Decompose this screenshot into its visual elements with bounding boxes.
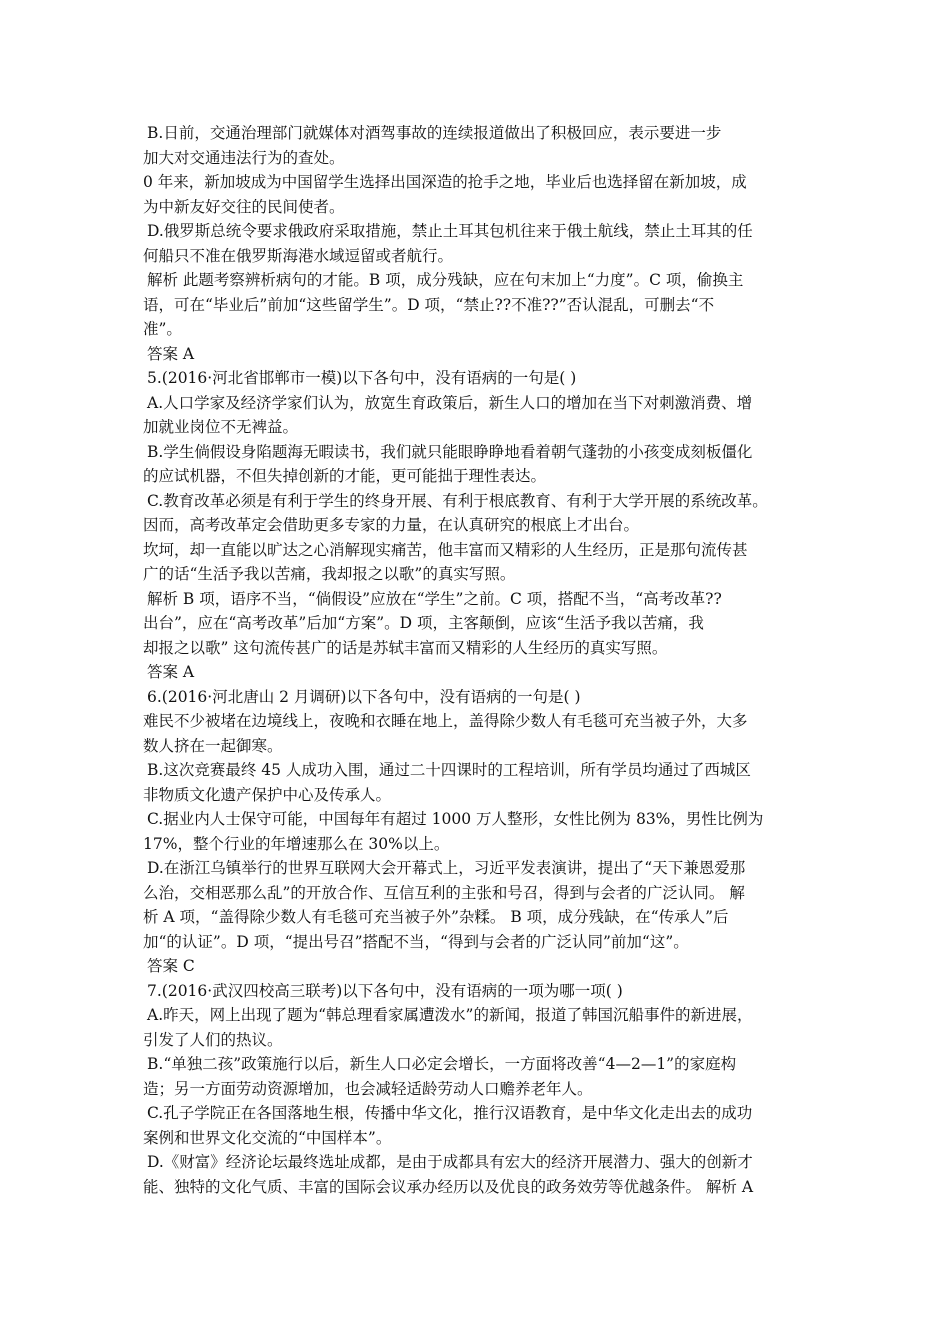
- answer-line: 答案 C: [147, 957, 195, 975]
- text-line: 造；另一方面劳动资源增加，也会减轻适龄劳动人口赡养老年人。: [143, 1079, 593, 1098]
- text-line: 解析 B 项，语序不当，“倘假设”应放在“学生”之前。C 项，搭配不当，“高考改革??: [147, 589, 722, 608]
- text-line: A.昨天，网上出现了题为“韩总理看家属遭泼水”的新闻，报道了韩国沉船事件的新进展，: [147, 1006, 753, 1024]
- answer-line: 答案 A: [147, 344, 195, 363]
- text-line: C.据业内人士保守可能，中国每年有超过 1000 万人整形，女性比例为 83%，男性比例为: [147, 810, 764, 828]
- text-line: D.《财富》经济论坛最终选址成都，是由于成都具有宏大的经济开展潜力、强大的创新才: [147, 1153, 753, 1171]
- text-line: 加就业岗位不无裨益。: [143, 418, 299, 436]
- text-line: 引发了人们的热议。: [143, 1030, 283, 1049]
- document-body: [143, 121, 815, 1199]
- text-line: 却报之以歌” 这句流传甚广的话是苏轼丰富而又精彩的人生经历的真实写照。: [143, 638, 668, 657]
- text-line: 能、独特的文化气质、丰富的国际会议承办经历以及优良的政务效劳等优越条件。 解析 A: [143, 1177, 754, 1196]
- text-line: 么治，交相恶那么乱”的开放合作、互信互利的主张和号召，得到与会者的广泛认同。 解: [143, 883, 745, 902]
- text-line: C.孔子学院正在各国落地生根，传播中华文化，推行汉语教育，是中华文化走出去的成功: [147, 1104, 753, 1122]
- question-line: 6.(2016·河北唐山 2 月调研)以下各句中，没有语病的一句是( ): [147, 687, 581, 706]
- question-line: 7.(2016·武汉四校高三联考)以下各句中，没有语病的一项为哪一项( ): [147, 981, 623, 1000]
- text-line: C.教育改革必须是有利于学生的终身开展、有利于根底教育、有利于大学开展的系统改革。: [147, 491, 768, 510]
- text-line: B.“单独二孩”政策施行以后，新生人口必定会增长，一方面将改善“4—2—1”的家庭构: [147, 1055, 737, 1073]
- text-line: B.学生倘假设身陷题海无暇读书，我们就只能眼睁睁地看着朝气蓬勃的小孩变成刻板僵化: [147, 442, 753, 461]
- text-line: 数人挤在一起御寒。: [143, 736, 283, 755]
- text-line: D.在浙江乌镇举行的世界互联网大会开幕式上，习近平发表演讲，提出了“天下兼恩爱那: [147, 859, 746, 877]
- text-line: 解析 此题考察辨析病句的才能。B 项，成分残缺，应在句末加上“力度”。C 项，偷换主: [147, 271, 744, 289]
- text-line: 语，可在“毕业后”前加“这些留学生”。D 项，“禁止??不准??”否认混乱，可删去“不: [143, 295, 715, 314]
- text-line: 坎坷，却一直能以旷达之心消解现实痛苦，他丰富而又精彩的人生经历，正是那句流传甚: [143, 540, 748, 559]
- text-line: 非物质文化遗产保护中心及传承人。: [143, 785, 392, 804]
- text-line: 析 A 项，“盖得除少数人有毛毯可充当被子外”杂糅。 B 项，成分残缺，在“传承人”后: [143, 908, 729, 926]
- text-line: 准”。: [143, 320, 182, 338]
- text-line: 0 年来，新加坡成为中国留学生选择出国深造的抢手之地，毕业后也选择留在新加坡，成: [143, 173, 747, 191]
- text-line: 何船只不准在俄罗斯海港水域逗留或者航行。: [143, 246, 454, 265]
- text-line: 17%，整个行业的年增速那么在 30%以上。: [143, 834, 450, 853]
- text-line: 出台”，应在“高考改革”后加“方案”。D 项，主客颠倒，应该“生活予我以苦痛，我: [143, 614, 704, 632]
- text-line: 难民不少被堵在边境线上，夜晚和衣睡在地上，盖得除少数人有毛毯可充当被子外，大多: [143, 712, 748, 730]
- text-line: 因而，高考改革定会借助更多专家的力量，在认真研究的根底上才出台。: [143, 516, 640, 534]
- text-line: 的应试机器，不但失掉创新的才能，更可能拙于理性表达。: [143, 467, 547, 485]
- text-line: D.俄罗斯总统令要求俄政府采取措施，禁止土耳其包机往来于俄土航线，禁止土耳其的任: [147, 222, 753, 240]
- answer-line: 答案 A: [147, 663, 195, 681]
- text-line: B.日前，交通治理部门就媒体对酒驾事故的连续报道做出了积极回应，表示要进一步: [147, 124, 722, 142]
- text-line: A.人口学家及经济学家们认为，放宽生育政策后，新生人口的增加在当下对刺激消费、增: [147, 393, 753, 412]
- text-line: 广的话“生活予我以苦痛，我却报之以歌”的真实写照。: [143, 565, 516, 583]
- text-line: 加大对交通违法行为的查处。: [143, 148, 345, 167]
- text-line: 案例和世界文化交流的“中国样本”。: [143, 1128, 392, 1147]
- question-line: 5.(2016·河北省邯郸市一模)以下各句中，没有语病的一句是( ): [147, 369, 577, 387]
- text-line: 加“的认证”。D 项，“提出号召”搭配不当，“得到与会者的广泛认同”前加“这”。: [143, 932, 689, 951]
- text-line: 为中新友好交往的民间使者。: [143, 197, 345, 216]
- text-line: B.这次竞赛最终 45 人成功入围，通过二十四课时的工程培训，所有学员均通过了西城区: [147, 761, 751, 779]
